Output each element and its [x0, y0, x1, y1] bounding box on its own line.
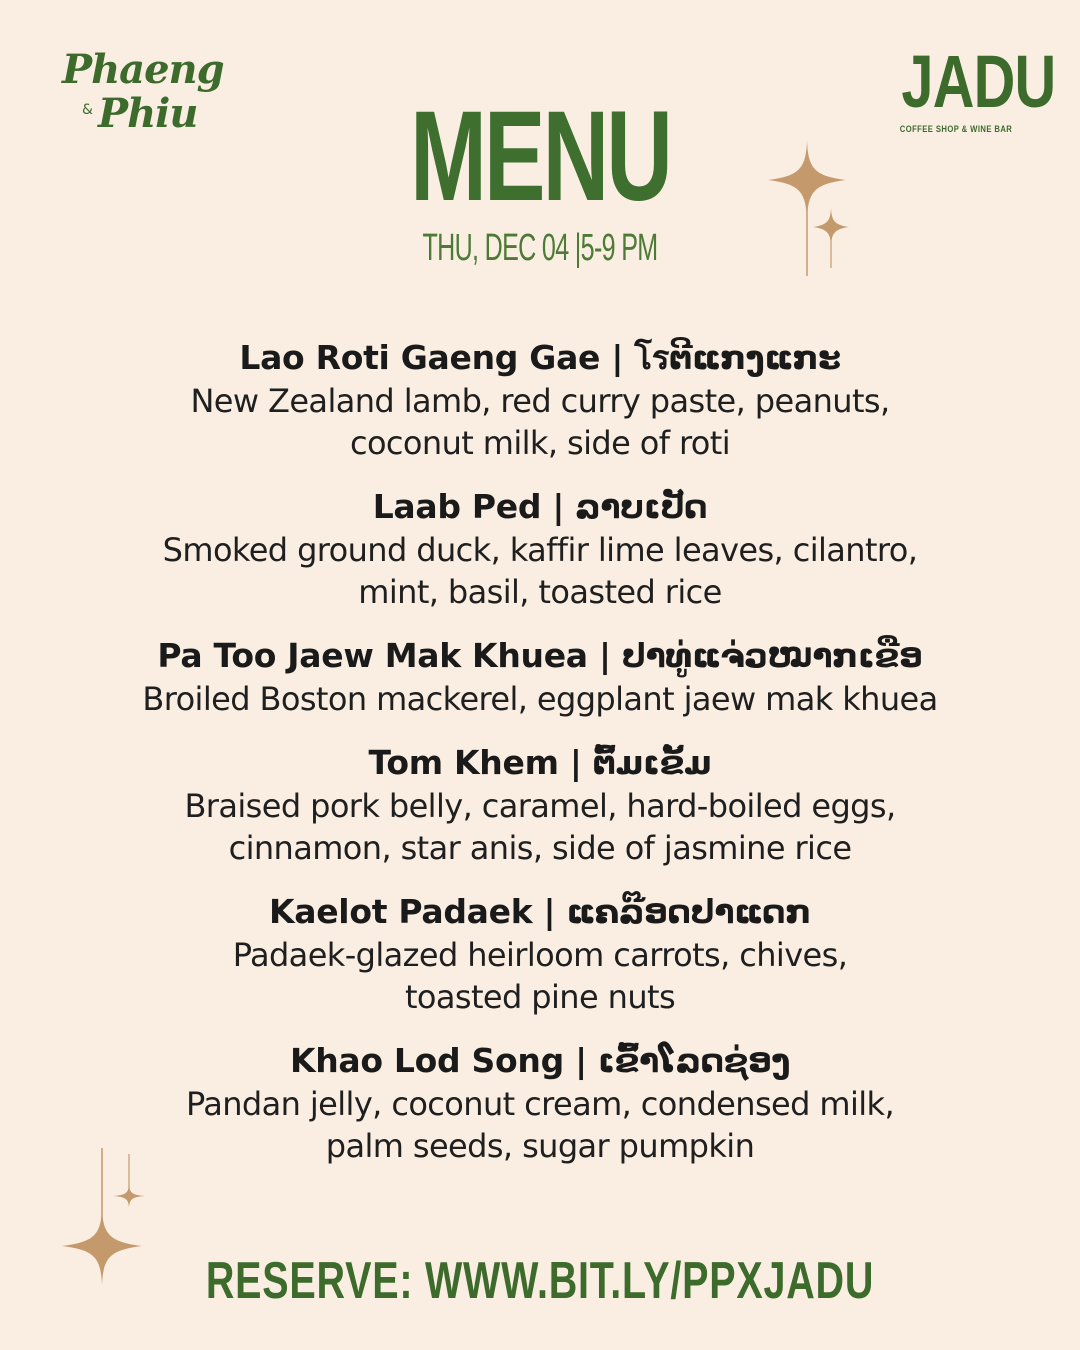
menu-item-name: Tom Khem | ຕົ້ມເຂັ້ມ	[368, 743, 712, 782]
page-title: MENU	[410, 85, 670, 228]
menu-item-name: Laab Ped | ລາບເປັດ	[372, 487, 708, 526]
jadu-logo-tagline: COFFEE SHOP & WINE BAR	[899, 124, 1013, 134]
menu-item	[80, 1039, 1000, 1167]
menu-item	[80, 485, 1000, 613]
menu-item-description: Broiled Boston mackerel, eggplant jaew mak khuea	[142, 680, 938, 718]
menu-item-description: Padaek-glazed heirloom carrots, chives, toasted pine nuts	[232, 936, 848, 1016]
menu-list	[80, 336, 1000, 1167]
menu-item-name: Kaelot Padaek | ແຄລ໊ອດປາແດກ	[268, 892, 812, 931]
menu-item-name: Pa Too Jaew Mak Khuea | ປາທູ່ແຈ່ວໝາກເຂືອ	[157, 636, 923, 675]
menu-item-description: New Zealand lamb, red curry paste, peanuts, coconut milk, side of roti	[190, 382, 890, 462]
logo-phaeng-text: Phaeng	[62, 46, 224, 93]
sparkle-small-bottom-icon	[110, 1152, 148, 1222]
reserve-link[interactable]: RESERVE: WWW.BIT.LY/PPXJADU	[205, 1252, 875, 1310]
jadu-logo-word: JADU	[901, 40, 1056, 123]
menu-item-name: Khao Lod Song | ເຂົ້າໂລດຊ່ອງ	[289, 1041, 791, 1080]
menu-item	[80, 634, 1000, 720]
menu-item	[80, 741, 1000, 869]
logo-phiu-text: Phiu	[98, 90, 198, 137]
menu-item-description: Pandan jelly, coconut cream, condensed milk, palm seeds, sugar pumpkin	[185, 1085, 895, 1165]
logo-ampersand: &	[82, 102, 93, 118]
menu-item-name: Lao Roti Gaeng Gae | โรຕີແກງແກະ	[239, 338, 841, 377]
menu-item	[80, 336, 1000, 464]
menu-item-description: Braised pork belly, caramel, hard-boiled eggs, cinnamon, star anis, side of jasmine rice	[184, 787, 896, 867]
event-date: THU, DEC 04 |5-9 PM	[422, 227, 658, 269]
menu-item	[80, 890, 1000, 1018]
menu-item-description: Smoked ground duck, kaffir lime leaves, cilantro, mint, basil, toasted rice	[162, 531, 918, 611]
